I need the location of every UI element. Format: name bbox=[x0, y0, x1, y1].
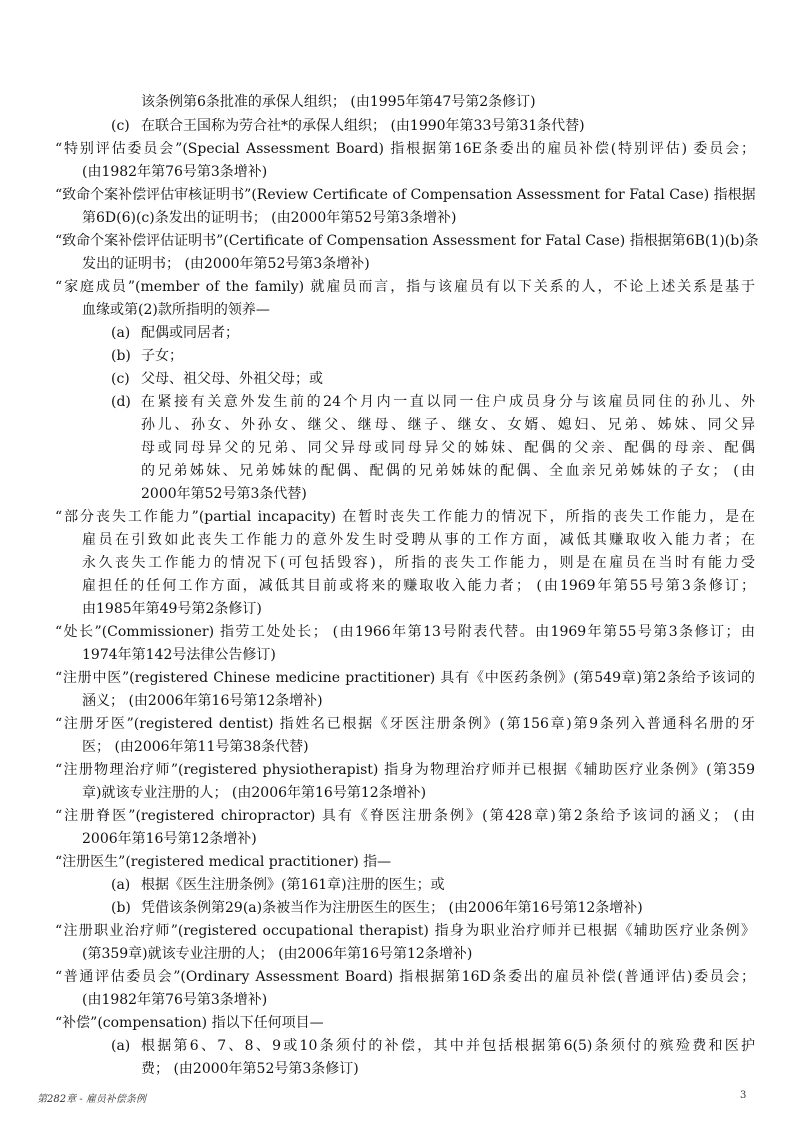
text-line: 雇担任的任何工作方面，减低其目前或将来的赚取收入能力者； (由1969年第55号第3条修订； bbox=[82, 578, 755, 594]
definition-line: “注册牙医”(registered dentist) 指姓名已根据《牙医注册条例》(第156章)第9条列入普通科名册的牙 bbox=[55, 716, 755, 732]
definition-line: “注册中医”(registered Chinese medicine practitioner) 具有《中医药条例》(第549章)第2条给予该词的 bbox=[55, 670, 755, 686]
text-line: 的兄弟姊妹、兄弟姊妹的配偶、配偶的兄弟姊妹的配偶、全血亲兄弟姊妹的子女； (由 bbox=[141, 463, 755, 479]
page-footer-title: 第282章 - 雇员补偿条例 bbox=[37, 1094, 146, 1105]
definition-line: “致命个案补偿评估审核证明书”(Review Certificate of Compensation Assessment for Fatal Case) 指根据 bbox=[55, 187, 756, 203]
list-label: (c) bbox=[111, 371, 130, 387]
definition-line: “注册脊医”(registered chiropractor) 具有《脊医注册条例》(第428章)第2条给予该词的涵义； (由 bbox=[55, 808, 755, 824]
definition-line: “注册医生”(registered medical practitioner) 指— bbox=[55, 854, 392, 870]
definition-line: “特别评估委员会”(Special Assessment Board) 指根据第16E条委出的雇员补偿(特别评估) 委员会； bbox=[55, 141, 755, 157]
text-line: 凭借该条例第29(a)条被当作为注册医生的医生； (由2006年第16号第12条增补) bbox=[141, 900, 643, 916]
text-line: 在紧接有关意外发生前的24个月内一直以同一住户成员身分与该雇员同住的孙儿、外 bbox=[141, 394, 755, 410]
definition-line: “部分丧失工作能力”(partial incapacity) 在暂时丧失工作能力的情况下，所指的丧失工作能力，是在 bbox=[55, 509, 755, 525]
definition-line: “补偿”(compensation) 指以下任何项目— bbox=[55, 1015, 324, 1031]
text-line: 永久丧失工作能力的情况下(可包括毁容)，所指的丧失工作能力，则是在雇员在当时有能力受 bbox=[82, 555, 755, 571]
text-line: 医； (由2006年第11号第38条代替) bbox=[82, 739, 309, 755]
text-line: 发出的证明书； (由2000年第52号第3条增补) bbox=[82, 256, 370, 272]
page-number: 3 bbox=[740, 1090, 747, 1101]
definition-line: “普通评估委员会”(Ordinary Assessment Board) 指根据第16D条委出的雇员补偿(普通评估)委员会； bbox=[55, 969, 755, 985]
text-line: 该条例第6条批准的承保人组织； (由1995年第47号第2条修订) bbox=[141, 94, 536, 110]
text-line: 费； (由2000年第52号第3条修订) bbox=[141, 1061, 359, 1077]
definition-line: “处长”(Commissioner) 指劳工处处长； (由1966年第13号附表代替。由1969年第55号第3条修订；由 bbox=[55, 624, 755, 640]
definition-line: “注册职业治疗师”(registered occupational therapist) 指身为职业治疗师并已根据《辅助医疗业条例》 bbox=[55, 923, 755, 939]
text-line: 雇员在引致如此丧失工作能力的意外发生时受聘从事的工作方面，减低其赚取收入能力者；在 bbox=[82, 532, 755, 548]
text-line: 孙儿、孙女、外孙女、继父、继母、继子、继女、女婿、媳妇、兄弟、姊妹、同父异 bbox=[141, 417, 755, 433]
text-line: 在联合王国称为劳合社*的承保人组织； (由1990年第33号第31条代替) bbox=[141, 118, 585, 134]
text-line: 2000年第52号第3条代替) bbox=[141, 486, 307, 502]
list-label: (a) bbox=[111, 1038, 131, 1054]
definition-line: “注册物理治疗师”(registered physiotherapist) 指身为物理治疗师并已根据《辅助医疗业条例》(第359 bbox=[55, 762, 755, 778]
list-label: (b) bbox=[111, 348, 131, 364]
text-line: 配偶或同居者； bbox=[141, 325, 239, 341]
list-label: (d) bbox=[111, 394, 131, 410]
list-label: (b) bbox=[111, 900, 131, 916]
text-line: 血缘或第(2)款所指明的领养— bbox=[82, 302, 270, 318]
definition-line: “致命个案补偿评估证明书”(Certificate of Compensation Assessment for Fatal Case) 指根据第6B(1)(b)条 bbox=[55, 233, 759, 249]
text-line: 由1985年第49号第2条修订) bbox=[82, 601, 262, 617]
text-line: 涵义； (由2006年第16号第12条增补) bbox=[82, 693, 323, 709]
definition-line: “家庭成员”(member of the family) 就雇员而言，指与该雇员有以下关系的人，不论上述关系是基于 bbox=[55, 279, 755, 295]
text-line: 1974年第142号法律公告修订) bbox=[82, 647, 276, 663]
text-line: 章)就该专业注册的人； (由2006年第16号第12条增补) bbox=[82, 785, 427, 801]
text-line: 第6D(6)(c)条发出的证明书； (由2000年第52号第3条增补) bbox=[82, 210, 457, 226]
text-line: (由1982年第76号第3条增补) bbox=[82, 164, 268, 180]
text-line: 母或同母异父的兄弟、同父异母或同母异父的姊妹、配偶的父亲、配偶的母亲、配偶 bbox=[141, 440, 755, 456]
text-line: 父母、祖父母、外祖父母；或 bbox=[141, 371, 323, 387]
text-line: 根据第6、7、8、9或10条须付的补偿，其中并包括根据第6(5)条须付的殡殓费和医护 bbox=[141, 1038, 755, 1054]
text-line: 根据《医生注册条例》(第161章)注册的医生；或 bbox=[141, 877, 445, 893]
text-line: 2006年第16号第12条增补) bbox=[82, 831, 257, 847]
text-line: (由1982年第76号第3条增补) bbox=[82, 992, 268, 1008]
list-label: (a) bbox=[111, 325, 131, 341]
list-label: (a) bbox=[111, 877, 131, 893]
list-label: (c) bbox=[111, 118, 130, 134]
text-line: 子女； bbox=[141, 348, 183, 364]
text-line: (第359章)就该专业注册的人； (由2006年第16号第12条增补) bbox=[82, 946, 473, 962]
